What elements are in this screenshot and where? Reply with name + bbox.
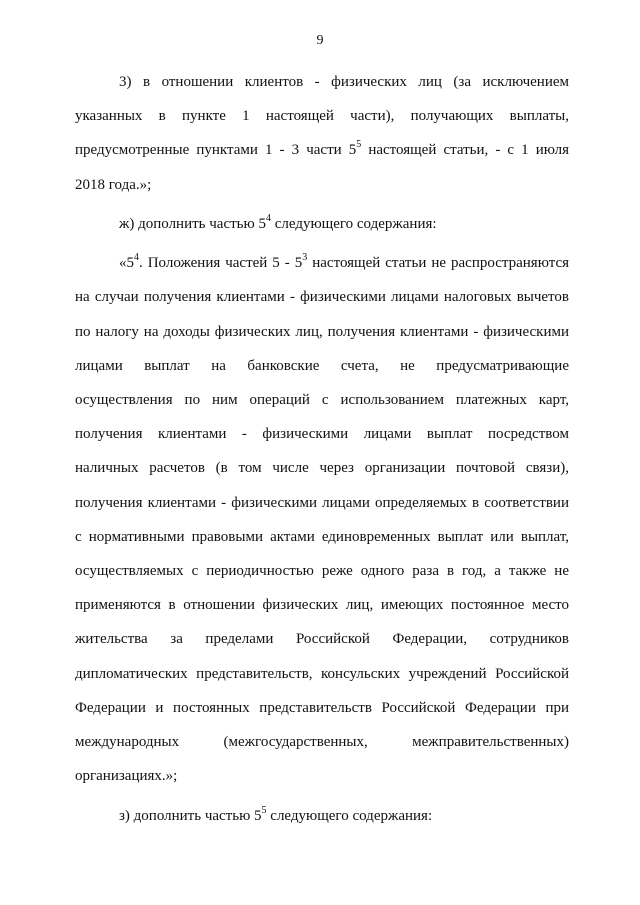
text-line: осуществления по ним операций с использованием платежных карт, [75, 392, 569, 409]
text-line: дипломатических представительств, консульских учреждений Российской [75, 665, 569, 682]
text-line: по налогу на доходы физических лиц, получения клиентами - физическими [75, 323, 569, 340]
paragraph-clause-z [75, 799, 569, 833]
paragraph-clause-zh [75, 207, 569, 241]
document-body [75, 65, 569, 833]
text-line: получения клиентами - физическими лицами выплат посредством [75, 426, 569, 443]
text-line: указанных в пункте 1 настоящей части), получающих выплаты, [75, 108, 569, 125]
text-line: с нормативными правовыми актами единовременных выплат или выплат, [75, 528, 569, 545]
text-line: ж) дополнить частью $5^4$ следующего содержания: [119, 212, 437, 232]
text-line: жительства за пределами Российской Федерации, сотрудников [75, 631, 569, 648]
text-line: международных (межгосударственных, межправительственных) [75, 734, 569, 751]
text-line: 2018 года.»; [75, 176, 152, 193]
superscript: 5 [356, 139, 362, 151]
paragraph-part-5-4 [75, 246, 569, 793]
superscript: 4 [265, 212, 271, 224]
text-line: Федерации и постоянных представительств Российской Федерации при [75, 699, 569, 716]
text-line: «$5^4$. Положения частей $5 - 5^3$ настоящей статьи не распространяются [119, 252, 569, 272]
text-line: з) дополнить частью $5^5$ следующего содержания: [119, 804, 433, 824]
text-line: осуществляемых с периодичностью реже одного раза в год, а также не [75, 563, 569, 580]
text-line: 3) в отношении клиентов - физических лиц (за исключением [119, 74, 569, 90]
superscript: 3 [302, 252, 308, 264]
text-line: получения клиентами - физическими лицами определяемых в соответствии [75, 494, 569, 511]
superscript: 5 [261, 804, 267, 816]
text-line: лицами выплат на банковские счета, не предусматривающие [75, 357, 569, 374]
text-line: наличных расчетов (в том числе через организации почтовой связи), [75, 460, 569, 477]
text-line: на случаи получения клиентами - физическими лицами налоговых вычетов [75, 289, 569, 306]
superscript: 4 [134, 252, 139, 264]
text-line: организациях.»; [75, 768, 178, 785]
paragraph-clause-3 [75, 65, 569, 202]
text-line: предусмотренные пунктами 1 - 3 части $5^5$ настоящей статьи, - с 1 июля [75, 139, 569, 159]
text-line: применяются в отношении физических лиц, имеющих постоянное место [75, 597, 569, 614]
page-number: 9 [316, 33, 324, 48]
